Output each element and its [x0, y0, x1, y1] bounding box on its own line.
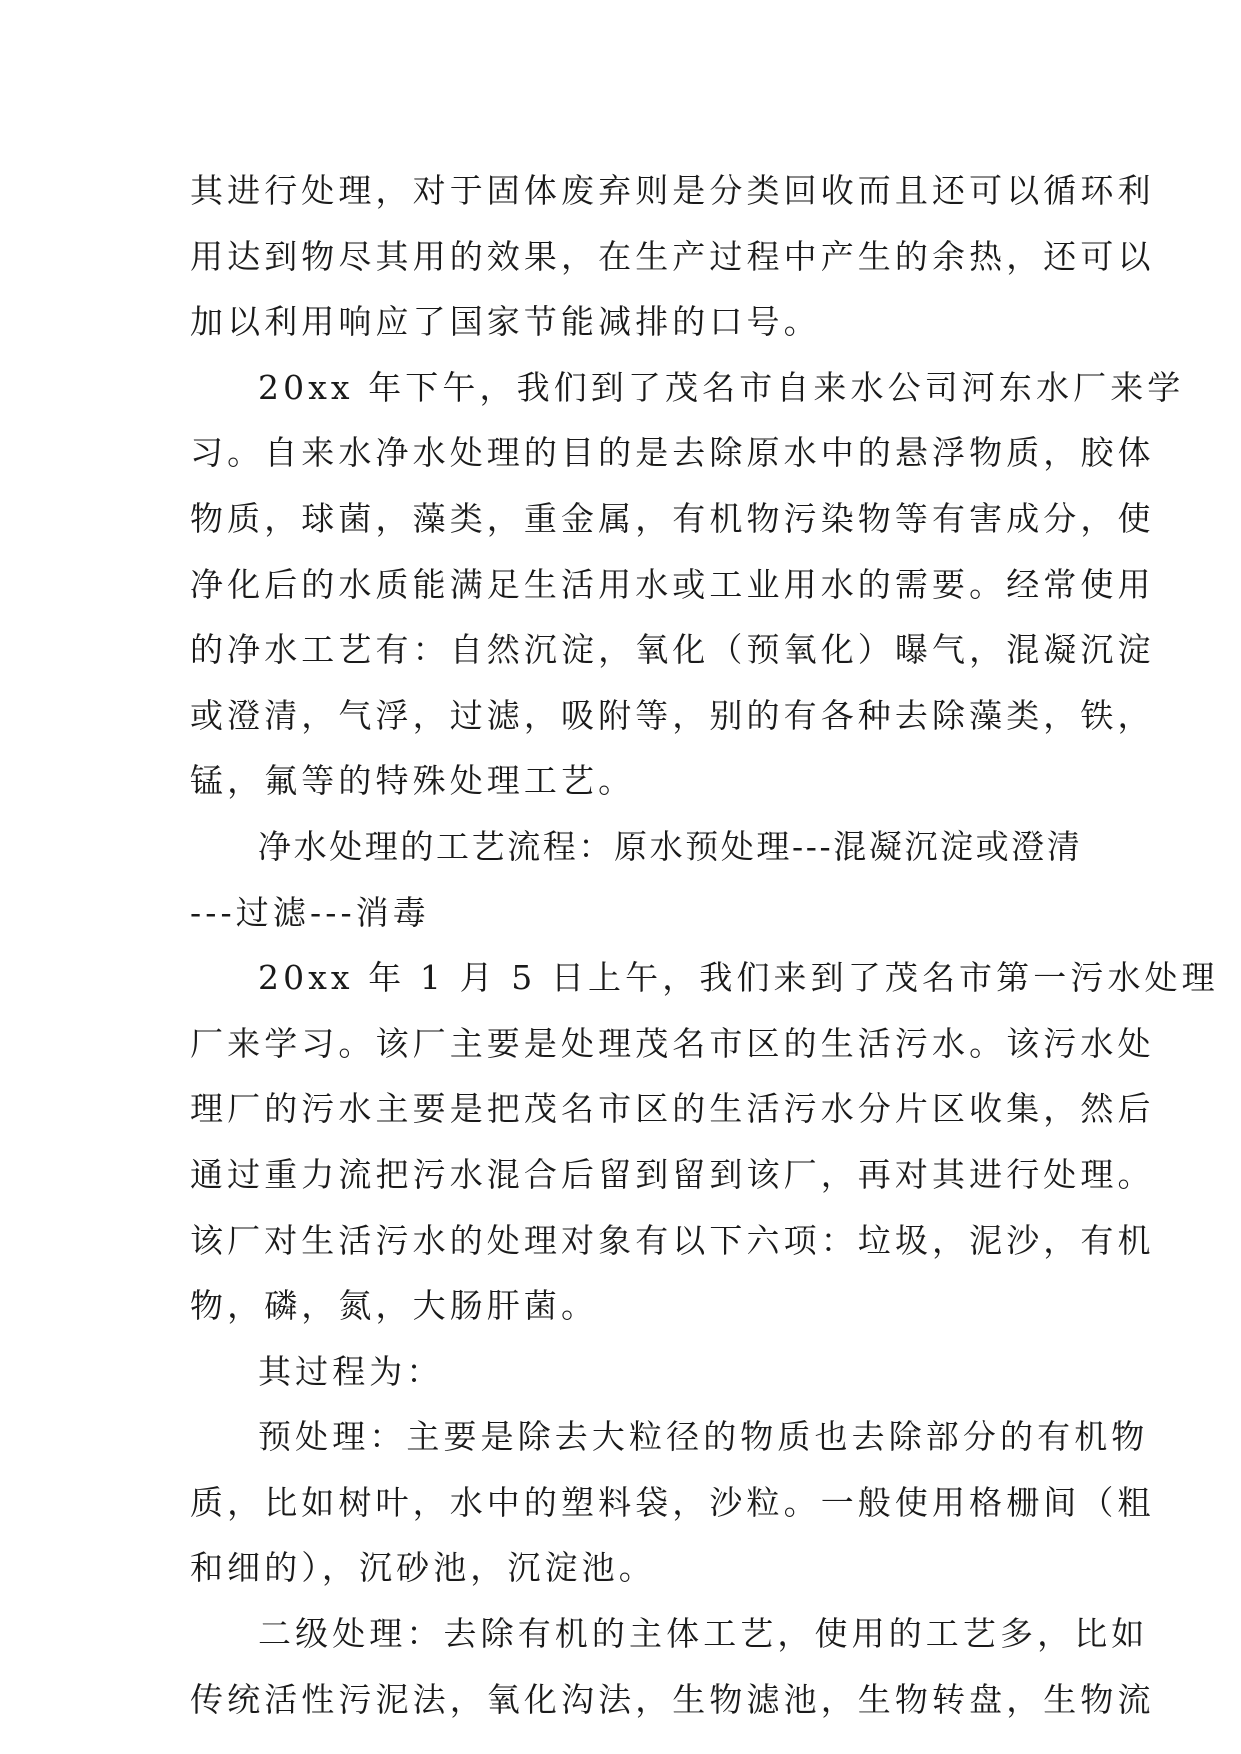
- text-line: 质，比如树叶，水中的塑料袋，沙粒。一般使用格栅间（粗: [190, 1482, 1155, 1522]
- paragraph-first-line: 20xx 年 1 月 5 日上午，我们来到了茂名市第一污水处理: [258, 958, 1219, 998]
- text-line: 物质，球菌，藻类，重金属，有机物污染物等有害成分，使: [190, 498, 1155, 538]
- text-line: ---过滤---消毒: [190, 892, 430, 932]
- text-line: 净化后的水质能满足生活用水或工业用水的需要。经常使用: [190, 564, 1155, 604]
- text-line: 其进行处理，对于固体废弃则是分类回收而且还可以循环利: [190, 171, 1155, 210]
- paragraph-first-line: 净水处理的工艺流程：原水预处理---混凝沉淀或澄清: [258, 826, 1083, 866]
- text-line: 习。自来水净水处理的目的是去除原水中的悬浮物质，胶体: [190, 433, 1155, 473]
- paragraph-first-line: 二级处理：去除有机的主体工艺，使用的工艺多，比如: [258, 1614, 1149, 1654]
- paragraph-first-line: 其过程为：: [258, 1351, 444, 1391]
- text-line: 物，磷，氮，大肠肝菌。: [190, 1286, 599, 1326]
- text-line: 该厂对生活污水的处理对象有以下六项：垃圾，泥沙，有机: [190, 1220, 1155, 1260]
- text-line: 厂来学习。该厂主要是处理茂名市区的生活污水。该污水处: [190, 1023, 1155, 1063]
- text-line: 的净水工艺有：自然沉淀，氧化（预氧化）曝气，混凝沉淀: [190, 630, 1155, 670]
- text-line: 和细的），沉砂池，沉淀池。: [190, 1548, 656, 1588]
- document-body: [190, 158, 1219, 1732]
- text-line: 加以利用响应了国家节能减排的口号。: [190, 302, 821, 342]
- text-line: 通过重力流把污水混合后留到留到该厂，再对其进行处理。: [190, 1154, 1155, 1194]
- text-line: 理厂的污水主要是把茂名市区的生活污水分片区收集，然后: [190, 1089, 1155, 1129]
- paragraph-first-line: 预处理：主要是除去大粒径的物质也去除部分的有机物: [258, 1417, 1149, 1457]
- text-line: 锰，氟等的特殊处理工艺。: [190, 761, 636, 801]
- text-line: 或澄清，气浮，过滤，吸附等，别的有各种去除藻类，铁，: [190, 695, 1155, 735]
- text-line: 传统活性污泥法，氧化沟法，生物滤池，生物转盘，生物流: [190, 1679, 1155, 1719]
- text-line: 用达到物尽其用的效果，在生产过程中产生的余热，还可以: [190, 236, 1155, 276]
- paragraph-first-line: 20xx 年下午，我们到了茂名市自来水公司河东水厂来学: [258, 367, 1185, 407]
